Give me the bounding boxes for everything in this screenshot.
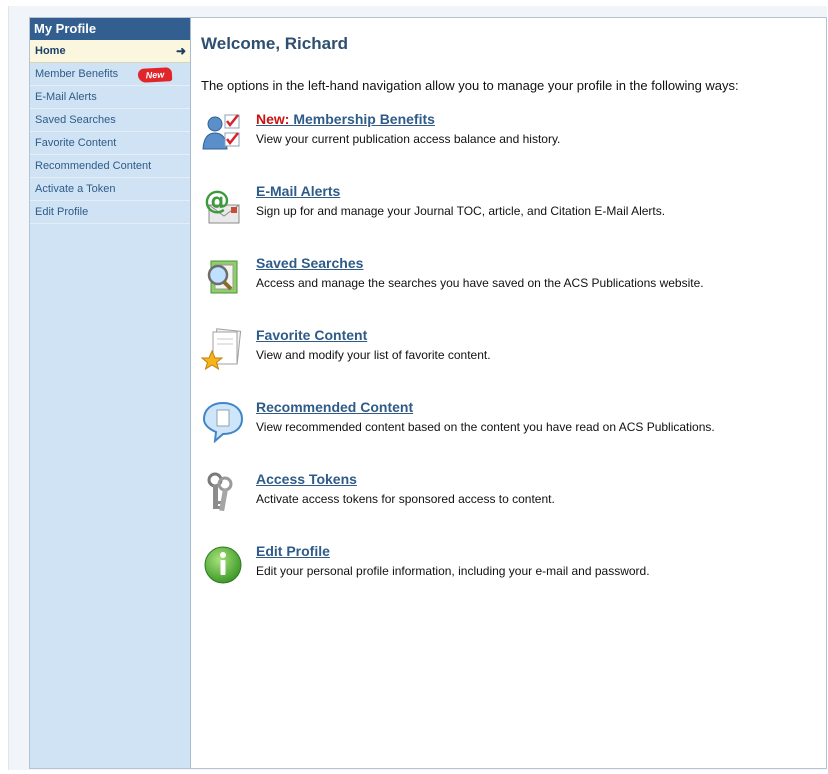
page-title: Welcome, Richard xyxy=(201,34,349,53)
option-recommended-content xyxy=(201,399,821,449)
option-saved-searches xyxy=(201,255,821,305)
option-description: Activate access tokens for sponsored access to content. xyxy=(256,492,555,506)
intro-text: The options in the left-hand navigation allow you to manage your profile in the following ways: xyxy=(201,78,739,93)
sidebar-item-label: Edit Profile xyxy=(35,206,89,218)
new-badge: New xyxy=(138,67,173,83)
membership-icon xyxy=(201,111,245,155)
sidebar-item-member-benefits[interactable] xyxy=(30,63,190,86)
saved-searches-link[interactable]: Saved Searches xyxy=(256,255,364,271)
option-description: View and modify your list of favorite content. xyxy=(256,348,491,362)
edit-profile-link[interactable]: Edit Profile xyxy=(256,543,330,559)
access-token-icon xyxy=(201,471,245,515)
favorite-content-icon xyxy=(201,327,245,371)
new-prefix: New: xyxy=(256,111,290,127)
favorite-content-link[interactable]: Favorite Content xyxy=(256,327,368,343)
sidebar xyxy=(30,18,191,768)
option-description: View recommended content based on the content you have read on ACS Publications. xyxy=(256,420,715,434)
option-description: Sign up for and manage your Journal TOC, article, and Citation E-Mail Alerts. xyxy=(256,204,666,218)
membership-benefits-link[interactable] xyxy=(256,111,435,127)
option-email-alerts xyxy=(201,183,821,233)
option-access-tokens xyxy=(201,471,821,521)
sidebar-item-label: Favorite Content xyxy=(35,137,117,149)
sidebar-item-email-alerts[interactable] xyxy=(30,86,190,109)
recommended-content-icon xyxy=(201,399,245,443)
sidebar-item-activate-token[interactable] xyxy=(30,178,190,201)
option-title: Membership Benefits xyxy=(293,111,435,127)
email-alert-icon xyxy=(201,183,245,227)
saved-search-icon xyxy=(201,255,245,299)
arrow-right-icon: ➜ xyxy=(175,44,186,58)
sidebar-item-home[interactable] xyxy=(30,40,190,63)
access-tokens-link[interactable]: Access Tokens xyxy=(256,471,357,487)
sidebar-item-label: Home xyxy=(35,45,66,57)
sidebar-item-label: Activate a Token xyxy=(35,183,116,195)
option-description: Edit your personal profile information, including your e-mail and password. xyxy=(256,564,650,578)
recommended-content-link[interactable]: Recommended Content xyxy=(256,399,414,415)
option-description: View your current publication access balance and history. xyxy=(256,132,561,146)
option-description: Access and manage the searches you have saved on the ACS Publications website. xyxy=(256,276,704,290)
option-edit-profile xyxy=(201,543,821,593)
sidebar-item-edit-profile[interactable] xyxy=(30,201,190,224)
sidebar-title: My Profile xyxy=(30,18,190,40)
option-membership-benefits xyxy=(201,111,821,161)
email-alerts-link[interactable]: E-Mail Alerts xyxy=(256,183,341,199)
sidebar-item-label: Member Benefits xyxy=(35,68,119,80)
sidebar-item-saved-searches[interactable] xyxy=(30,109,190,132)
sidebar-item-label: Saved Searches xyxy=(35,114,116,126)
page-background xyxy=(8,6,827,770)
sidebar-item-label: E-Mail Alerts xyxy=(35,91,97,103)
sidebar-item-label: Recommended Content xyxy=(35,160,152,172)
info-icon xyxy=(201,543,245,587)
sidebar-item-recommended-content[interactable] xyxy=(30,155,190,178)
svg-text:@: @ xyxy=(204,186,230,216)
sidebar-item-favorite-content[interactable] xyxy=(30,132,190,155)
option-favorite-content xyxy=(201,327,821,377)
profile-frame xyxy=(29,17,827,769)
